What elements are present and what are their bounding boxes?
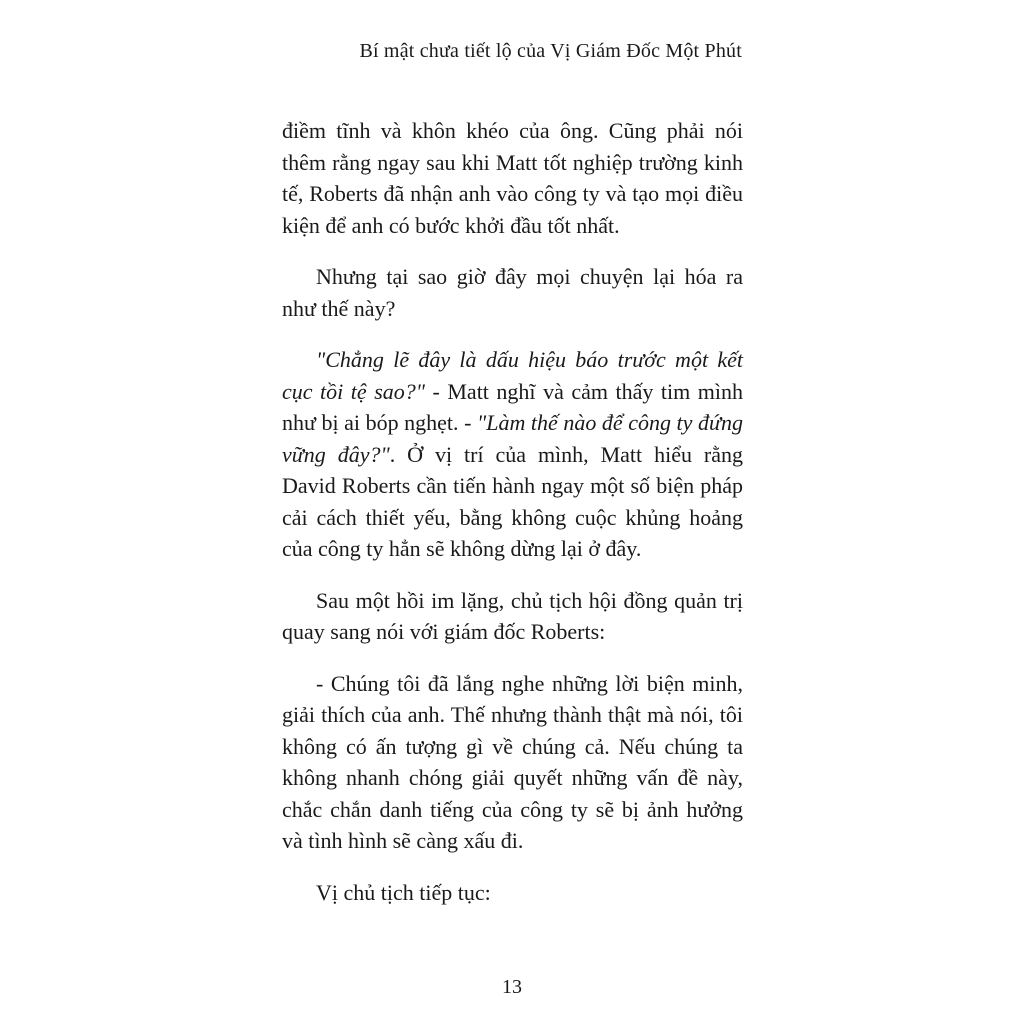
narration-segment-1: - Matt nghĩ và cảm thấy tim mình như bị ai bóp nghẹt. - xyxy=(282,378,743,435)
page-body xyxy=(282,115,743,928)
narration-segment-2: . Ở vị trí của mình, Matt hiểu rằng David Roberts cần tiến hành ngay một số biện pháp cải cách thiết yếu, bằng không cuộc khủng hoảng của công ty hẳn sẽ không dừng lại ở đây. xyxy=(282,441,743,561)
running-header: Bí mật chưa tiết lộ của Vị Giám Đốc Một Phút xyxy=(359,40,742,62)
paragraph-2: Nhưng tại sao giờ đây mọi chuyện lại hóa ra như thế này? xyxy=(282,264,743,321)
inner-thought-quote-2: "Làm thế nào để công ty đứng vững đây?" xyxy=(282,410,743,467)
paragraph-6: Vị chủ tịch tiếp tục: xyxy=(316,879,491,905)
paragraph-4: Sau một hồi im lặng, chủ tịch hội đồng quản trị quay sang nói với giám đốc Roberts: xyxy=(282,587,743,644)
paragraph-1: điềm tĩnh và khôn khéo của ông. Cũng phải nói thêm rằng ngay sau khi Matt tốt nghiệp trường kinh tế, Roberts đã nhận anh vào công ty và tạo mọi điều kiện để anh có bước khởi đầu tốt nhất. xyxy=(282,118,743,238)
paragraph-3 xyxy=(282,344,743,565)
inner-thought-quote-1: "Chẳng lẽ đây là dấu hiệu báo trước một kết cục tồi tệ sao?" xyxy=(282,347,743,404)
paragraph-5-dialogue: - Chúng tôi đã lắng nghe những lời biện minh, giải thích của anh. Thế nhưng thành thật mà nói, tôi không có ấn tượng gì về chúng cả. Nếu chúng ta không nhanh chóng giải quyết những vấn đề này, chắc chắn danh tiếng của công ty sẽ bị ảnh hưởng và tình hình sẽ càng xấu đi. xyxy=(282,670,743,853)
page-number: 13 xyxy=(502,976,522,998)
